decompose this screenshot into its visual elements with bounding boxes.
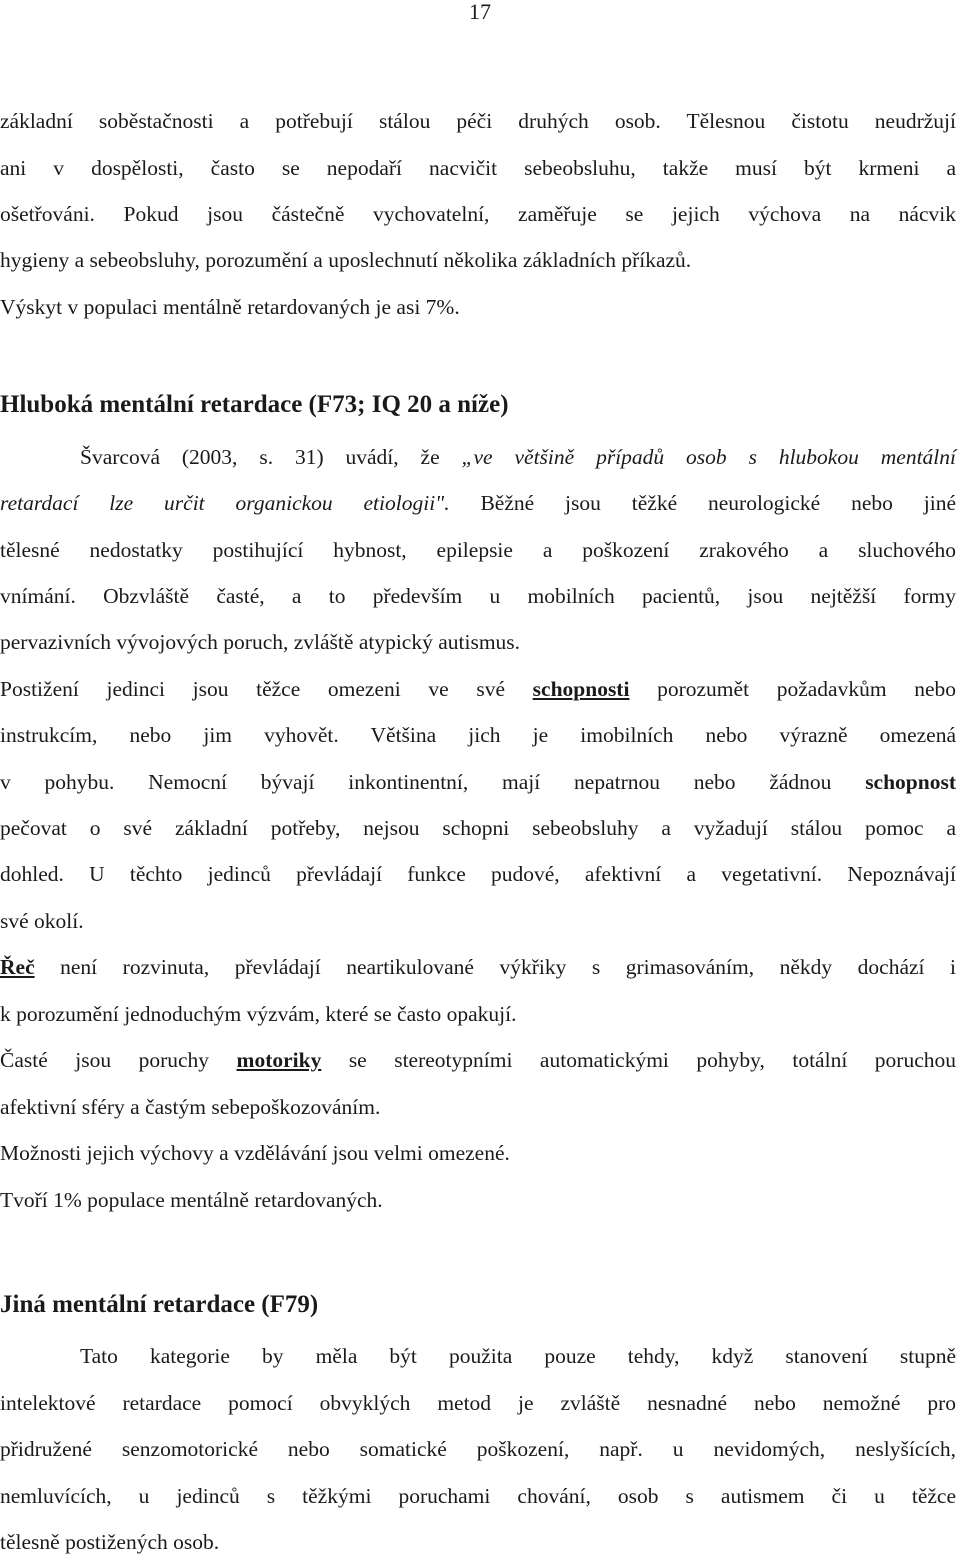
text-span: Běžné jsou těžké neurologické nebo jiné	[449, 491, 956, 515]
text-span: Švarcová (2003, s. 31) uvádí, že	[80, 445, 462, 469]
text-line: přidružené senzomotorické nebo somatické poškození, např. u nevidomých, neslyšících,	[0, 1437, 956, 1461]
emphasis-term: schopnosti	[532, 677, 630, 701]
text-line: pečovat o své základní potřeby, nejsou schopni sebeobsluhy a vyžadují stálou pomoc a	[0, 816, 956, 840]
text-line: ani v dospělosti, často se nepodaří nacvičit sebeobsluhu, takže musí být krmeni a	[0, 156, 956, 180]
text-line: své okolí.	[0, 909, 84, 933]
emphasis-term: schopnost	[865, 770, 956, 794]
text-line: dohled. U těchto jedinců převládají funkce pudové, afektivní a vegetativní. Nepoznávají	[0, 862, 956, 886]
quote-text: „ve většině případů osob s hlubokou mentální	[461, 445, 956, 469]
text-span: není rozvinuta, převládají neartikulované výkřiky s grimasováním, někdy dochází i	[34, 955, 956, 979]
text-line: Výskyt v populaci mentálně retardovaných je asi 7%.	[0, 295, 460, 319]
text-line: základní soběstačnosti a potřebují stálou péči druhých osob. Tělesnou čistotu neudržují	[0, 109, 956, 133]
text-span: porozumět požadavkům nebo	[629, 677, 956, 701]
text-line	[0, 952, 956, 982]
text-line	[80, 442, 956, 472]
text-line: nemluvících, u jedinců s těžkými poruchami chování, osob s autismem či u těžce	[0, 1484, 956, 1508]
text-line: vnímání. Obzvláště časté, a to především u mobilních pacientů, jsou nejtěžší formy	[0, 584, 956, 608]
text-span: v pohybu. Nemocní bývají inkontinentní, mají nepatrnou nebo žádnou	[0, 770, 866, 794]
text-line: tělesné nedostatky postihující hybnost, epilepsie a poškození zrakového a sluchového	[0, 538, 956, 562]
text-line: Tvoří 1% populace mentálně retardovaných.	[0, 1188, 383, 1212]
text-line: Tato kategorie by měla být použita pouze tehdy, když stanovení stupně	[80, 1344, 956, 1368]
emphasis-term: Řeč	[0, 955, 35, 979]
section-heading-f73: Hluboká mentální retardace (F73; IQ 20 a níže)	[0, 391, 509, 418]
text-span: se stereotypními automatickými pohyby, totální poruchou	[321, 1048, 956, 1072]
text-line: afektivní sféry a častým sebepoškozováním.	[0, 1095, 381, 1119]
text-line: instrukcím, nebo jim vyhovět. Většina jich je imobilních nebo výrazně omezená	[0, 723, 956, 747]
text-span: Postižení jedinci jsou těžce omezeni ve své	[0, 677, 533, 701]
text-line	[0, 767, 956, 797]
text-line: hygieny a sebeobsluhy, porozumění a uposlechnutí několika základních příkazů.	[0, 248, 692, 272]
text-line: k porozumění jednoduchým výzvám, které se často opakují.	[0, 1002, 517, 1026]
text-line	[0, 488, 956, 518]
text-line: ošetřováni. Pokud jsou částečně vychovatelní, zaměřuje se jejich výchova na nácvik	[0, 202, 956, 226]
emphasis-term: motoriky	[236, 1048, 322, 1072]
text-line	[0, 1045, 956, 1075]
text-line	[0, 674, 956, 704]
page-number: 17	[469, 0, 491, 24]
text-line: pervazivních vývojových poruch, zvláště atypický autismus.	[0, 630, 521, 654]
section-heading-f79: Jiná mentální retardace (F79)	[0, 1291, 319, 1318]
text-line: tělesně postižených osob.	[0, 1530, 220, 1554]
quote-text: retardací lze určit organickou etiologii".	[0, 491, 450, 515]
text-line: intelektové retardace pomocí obvyklých metod je zvláště nesnadné nebo nemožné pro	[0, 1391, 956, 1415]
text-line: Možnosti jejich výchovy a vzdělávání jsou velmi omezené.	[0, 1141, 510, 1165]
text-span: Časté jsou poruchy	[0, 1048, 237, 1072]
